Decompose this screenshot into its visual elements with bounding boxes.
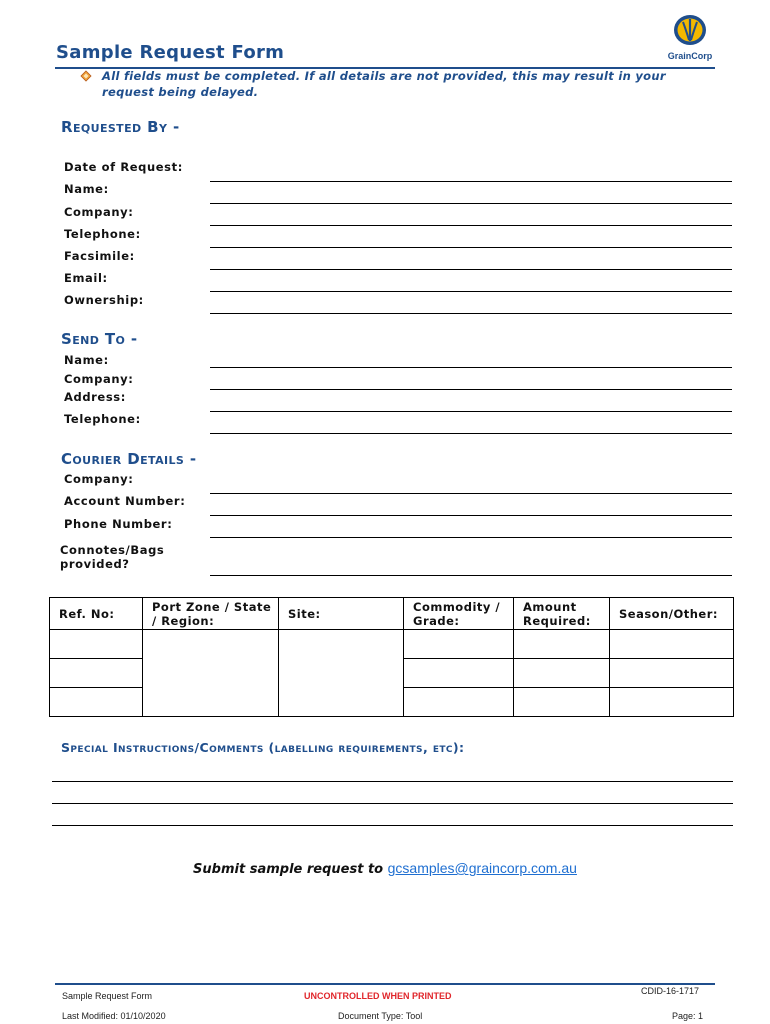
phone-number-label: Phone Number:: [64, 517, 173, 531]
table-row: [50, 630, 734, 659]
footer-document-type: Document Type: Tool: [338, 1011, 423, 1021]
table-cell[interactable]: [610, 630, 734, 659]
courier-company-field[interactable]: [210, 493, 732, 494]
diamond-bullet-icon: [80, 70, 92, 82]
phone-number-field[interactable]: [210, 537, 732, 538]
table-cell[interactable]: [404, 630, 514, 659]
send-to-telephone-field[interactable]: [210, 433, 732, 434]
ownership-field[interactable]: [210, 313, 732, 314]
table-cell[interactable]: [279, 630, 404, 717]
company-field[interactable]: [210, 225, 732, 226]
table-cell[interactable]: [50, 630, 143, 659]
footer-document-id: CDID-16-1717: [641, 986, 700, 996]
company-label: Company:: [64, 205, 134, 219]
graincorp-logo: [664, 14, 716, 61]
special-instructions-line-2[interactable]: [52, 803, 733, 804]
footer-divider: [55, 983, 715, 985]
table-cell[interactable]: [514, 630, 610, 659]
sample-request-table: [49, 597, 734, 717]
send-to-company-field[interactable]: [210, 389, 732, 390]
account-number-field[interactable]: [210, 515, 732, 516]
table-cell[interactable]: [143, 630, 279, 717]
special-instructions-line-3[interactable]: [52, 825, 733, 826]
logo-text: GrainCorp: [667, 51, 713, 61]
special-instructions-heading: Special Instructions/Comments (labelling requirements, etc):: [61, 740, 465, 755]
send-to-company-label: Company:: [64, 372, 134, 386]
courier-details-heading: Courier Details -: [61, 450, 197, 468]
facsimile-field[interactable]: [210, 269, 732, 270]
submit-text: Submit sample request to: [193, 862, 384, 877]
footer-page-number: Page: 1: [672, 1011, 704, 1021]
port-zone-header: Port Zone / State / Region:: [143, 598, 279, 630]
email-field[interactable]: [210, 291, 732, 292]
name-field[interactable]: [210, 203, 732, 204]
special-instructions-line-1[interactable]: [52, 781, 733, 782]
submit-instruction: [0, 860, 770, 877]
send-to-address-field[interactable]: [210, 411, 732, 412]
telephone-label: Telephone:: [64, 227, 141, 241]
send-to-address-label: Address:: [64, 390, 126, 404]
footer-uncontrolled-notice: UNCONTROLLED WHEN PRINTED: [304, 991, 452, 1001]
send-to-name-label: Name:: [64, 353, 109, 367]
instructions-note: All fields must be completed. If all details are not provided, this may result in your request being delayed.: [102, 69, 666, 99]
facsimile-label: Facsimile:: [64, 249, 135, 263]
wheat-emblem-icon: [673, 14, 707, 46]
ref-no-header: Ref. No:: [50, 598, 143, 630]
table-cell[interactable]: [610, 688, 734, 717]
requested-by-heading: Requested By -: [61, 118, 180, 136]
table-cell[interactable]: [404, 659, 514, 688]
connotes-bags-label: Connotes/Bags provided?: [60, 543, 165, 571]
table-cell[interactable]: [50, 659, 143, 688]
table-cell[interactable]: [514, 659, 610, 688]
table-cell[interactable]: [514, 688, 610, 717]
footer-document-name: Sample Request Form: [62, 991, 153, 1001]
table-header-row: [50, 598, 734, 630]
table-cell[interactable]: [50, 688, 143, 717]
send-to-telephone-label: Telephone:: [64, 412, 141, 426]
table-cell[interactable]: [404, 688, 514, 717]
footer-last-modified: Last Modified: 01/10/2020: [62, 1011, 166, 1021]
account-number-label: Account Number:: [64, 494, 186, 508]
name-label: Name:: [64, 182, 109, 196]
ownership-label: Ownership:: [64, 293, 144, 307]
date-of-request-label: Date of Request:: [64, 160, 183, 174]
send-to-name-field[interactable]: [210, 367, 732, 368]
date-of-request-field[interactable]: [210, 181, 732, 182]
telephone-field[interactable]: [210, 247, 732, 248]
submit-email-link[interactable]: gcsamples@graincorp.com.au: [387, 860, 577, 876]
email-label: Email:: [64, 271, 108, 285]
connotes-bags-field[interactable]: [210, 575, 732, 576]
page-title: Sample Request Form: [56, 42, 285, 63]
amount-required-header: Amount Required:: [514, 598, 610, 630]
site-header: Site:: [279, 598, 404, 630]
commodity-grade-header: Commodity / Grade:: [404, 598, 514, 630]
send-to-heading: Send To -: [61, 330, 138, 348]
courier-company-label: Company:: [64, 472, 134, 486]
season-other-header: Season/Other:: [610, 598, 734, 630]
table-cell[interactable]: [610, 659, 734, 688]
